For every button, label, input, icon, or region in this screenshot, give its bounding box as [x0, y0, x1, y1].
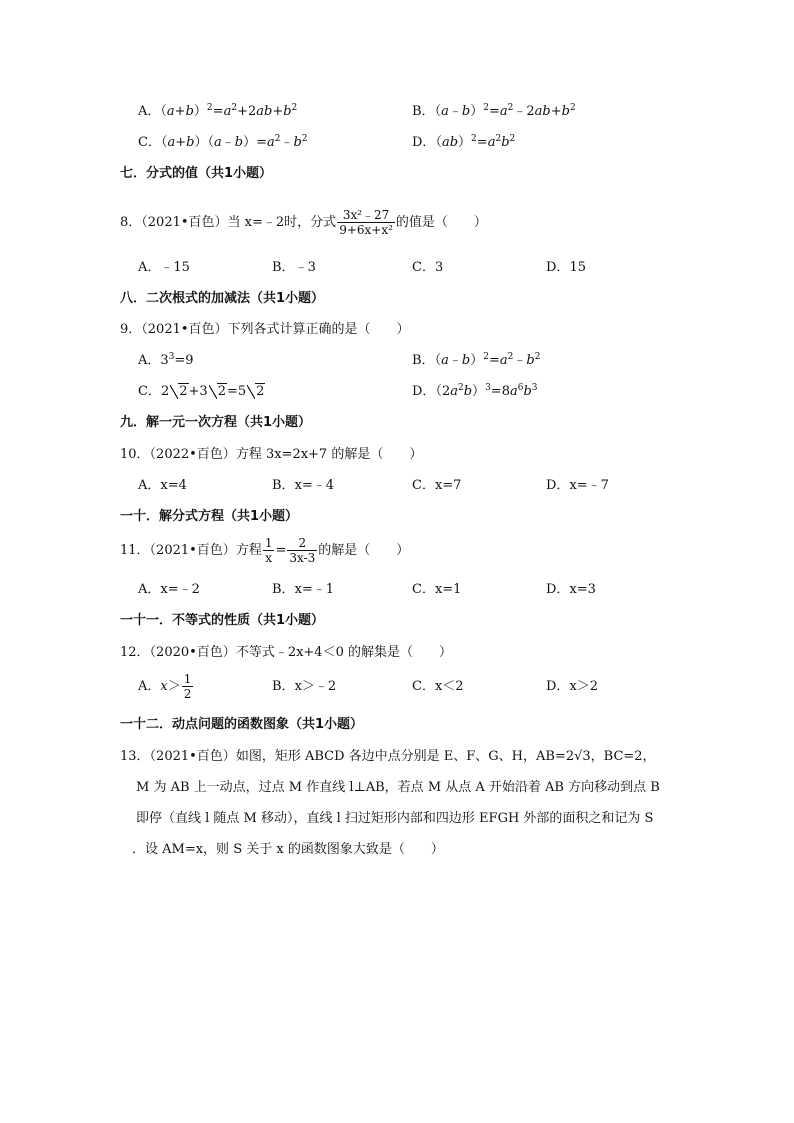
question-source: （2021•百色）	[149, 749, 236, 764]
question-source: （2021•百色）	[141, 215, 228, 230]
q9-option-c: C．2 2+3 2=5 2	[138, 384, 265, 399]
section-heading-10: 一十．解分式方程（共1小题）	[120, 509, 299, 524]
question-number: 12．	[120, 645, 150, 660]
question-13-line-4: ．设 AM=x，则 S 关于 x 的函数图象大致是（ ）	[132, 842, 444, 857]
question-source: （2021•百色）	[149, 543, 236, 558]
question-12	[120, 644, 452, 662]
question-stem: 方程 3x=2x+7 的解是（ ）	[235, 447, 423, 462]
fraction: $\frac{1}{x}$	[264, 536, 273, 565]
question-13-line-3: 即停（直线 l 随点 M 移动），直线 l 扫过矩形内部和四边形 EFGH 外部的面积之和记为 S	[136, 811, 654, 826]
q7-option-c: C．$(a+b)(a﹣b)=a^2﹣b^2$	[138, 134, 308, 150]
fraction: $\frac{\text{3x²﹣27}}{\text{9+6x+x²}}$	[339, 208, 393, 237]
q11-option-b: B．x=﹣1	[272, 582, 335, 597]
section-heading-7: 七．分式的值（共1小题）	[120, 166, 273, 181]
q9-option-d: D．$(2a^2b)^3=8a^6b^3$	[412, 383, 538, 399]
question-10	[120, 446, 422, 464]
q11-option-c: C．x=1	[412, 582, 462, 597]
q9-option-b: B．$(a﹣b)^2=a^2﹣b^2$	[412, 352, 541, 368]
q10-option-d: D．x=﹣7	[546, 478, 609, 493]
q7-option-a: A．$(a+b)^2=a^2+2ab+b^2$	[138, 103, 298, 119]
section-heading-9: 九．解一元一次方程（共1小题）	[120, 415, 312, 430]
q10-option-b: B．x=﹣4	[272, 478, 335, 493]
q11-option-d: D．x=3	[546, 582, 596, 597]
question-number: 8．	[120, 215, 142, 230]
question-number: 13．	[120, 749, 150, 764]
question-source: （2022•百色）	[149, 447, 236, 462]
question-number: 11．	[120, 543, 150, 558]
question-source: （2020•百色）	[149, 645, 236, 660]
fraction: $\frac{2}{3x-3}$	[289, 536, 316, 565]
q7-option-d: D．$(ab)^2=a^2b^2$	[412, 134, 516, 150]
q12-option-a: A．x＞ $\frac{1}{2}$	[138, 672, 192, 701]
question-number: 10．	[120, 447, 150, 462]
q10-option-c: C．x=7	[412, 478, 462, 493]
section-heading-8: 八．二次根式的加减法（共1小题）	[120, 291, 325, 306]
q10-option-a: A．x=4	[138, 478, 187, 493]
q8-option-c: C．3	[412, 260, 444, 275]
question-stem: 下列各式计算正确的是（ ）	[227, 322, 410, 337]
q7-option-b: B．$(a﹣b)^2=a^2﹣2ab+b^2$	[412, 103, 576, 119]
question-number: 9．	[120, 322, 142, 337]
q8-option-b: B．﹣3	[272, 260, 316, 275]
question-11: 11．（2021•百色）方程 $\frac{1}{x}$ = $\frac{2}{3x-3}$ 的解是（ ）	[120, 536, 410, 565]
q11-option-a: A．x=﹣2	[138, 582, 200, 597]
section-heading-12: 一十二．动点问题的函数图象（共1小题）	[120, 717, 364, 732]
question-9	[120, 321, 410, 339]
q9-option-a: A．$3^3=9$	[138, 352, 194, 368]
question-13-line-1: 13．（2021•百色）如图，矩形 ABCD 各边中点分别是 E、F、G、H，AB=2√3，BC=2，	[120, 749, 656, 764]
q12-option-c: C．x＜2	[412, 679, 464, 694]
q8-option-d: D．15	[546, 260, 586, 275]
fraction: $\frac{1}{2}$	[183, 672, 192, 701]
section-heading-11: 一十一．不等式的性质（共1小题）	[120, 613, 325, 628]
question-source: （2021•百色）	[141, 322, 228, 337]
question-8: 8．（2021•百色）当 x=﹣2时，分式 $\frac{\text{3x²﹣27}}{\text{9+6x+x²}}$ 的值是（ ）	[120, 208, 487, 237]
question-13-line-2: M 为 AB 上一动点，过点 M 作直线 l⊥AB，若点 M 从点 A 开始沿着 AB 方向移动到点 B	[136, 780, 660, 795]
q12-option-b: B．x＞﹣2	[272, 679, 337, 694]
q12-option-d: D．x＞2	[546, 679, 599, 694]
question-stem: 不等式﹣2x+4＜0 的解集是（ ）	[235, 645, 452, 660]
q8-option-a: A．﹣15	[138, 260, 190, 275]
